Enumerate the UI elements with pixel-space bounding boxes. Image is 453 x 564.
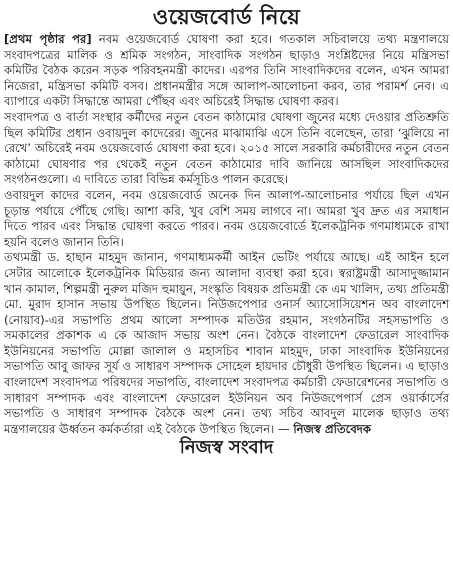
byline: নিজস্ব প্রতিবেদক [293,421,371,436]
article-paragraph [4,32,449,110]
continuation-label: [প্রথম পৃষ্ঠার পর] [4,32,92,46]
article-paragraph [4,250,449,437]
paragraph-text: তথ্যমন্ত্রী ড. হাছান মাহমুদ জানান, গণমাধ্যমকর্মী আইন ভেটিং পর্যায়ে আছে। এই আইন হলে সেটার আলোকে ইলেকট্রনিক মিডিয়ার জন্য আলাদা ব্যবস্থা করা হবে। স্বরাষ্ট্রমন্ত্রী আসাদুজ্জামান খান কামাল, শিল্পমন্ত্রী নুরুল মজিদ হুমায়ুন, সংস্কৃতি বিষয়ক প্রতিমন্ত্রী কে এম খালিদ, তথ্য প্রতিমন্ত্রী মো. মুরাদ হাসান সভায় উপস্থিত ছিলেন। নিউজপেপার ওনার্স অ্যাসোসিয়েশন অব বাংলাদেশ (নোয়াব)-এর সভাপতি প্রথম আলো সম্পাদক মতিউর রহমান, সংগঠনটির সহসভাপতি ও সমকালের প্রকাশক এ কে আজাদ সভায় অংশ নেন। বৈঠকে বাংলাদেশ ফেডারেল সাংবাদিক ইউনিয়নের সভাপতি মোল্লা জালাল ও মহাসচিব শাবান মাহমুদ, ঢাকা সাংবাদিক ইউনিয়নের সভাপতি আবু জাফর সূর্য ও সাধারণ সম্পাদক সোহেল হায়দার চৌধুরী উপস্থিত ছিলেন। এ ছাড়াও বাংলাদেশ সংবাদপত্র পরিষদের সভাপতি, বাংলাদেশ সংবাদপত্র কর্মচারী ফেডারেশনের সভাপতি ও সাধারণ সম্পাদক এবং বাংলাদেশ ফেডারেল ইউনিয়ন অব নিউজপেপার্স প্রেস ওয়ার্কার্সের সভাপতি ও সাধারণ সম্পাদক বৈঠকে অংশ নেন। তথ্য সচিব আবদুল মালেক ছাড়াও তথ্য মন্ত্রণালয়ের ঊর্ধ্বতন কর্মকর্তারা এই বৈঠকে উপস্থিত ছিলেন। [4,250,449,436]
paragraph-text: নবম ওয়েজবোর্ড ঘোষণা করা হবে। গতকাল সচিবালয়ে তথ্য মন্ত্রণালয়ে সংবাদপত্রের মালিক ও শ্রমিক সংগঠন, সাংবাদিক সংগঠন ছাড়াও সংশ্লিষ্টদের নিয়ে মন্ত্রিসভা কমিটির বৈঠক করেন সড়ক পরিবহনমন্ত্রী কাদের। এরপর তিনি সাংবাদিকদের বলেন, এখন আমরা নিজেরা, মন্ত্রিসভা কমিটি বসব। প্রধানমন্ত্রীর সঙ্গে আলাপ-আলোচনা করব, তার পরামর্শ নেব। এ ব্যাপারে একটা সিদ্ধান্তে আমরা পৌঁছব এবং অচিরেই সিদ্ধান্ত ঘোষণা করব। [4,32,449,109]
paragraph-text: সংবাদপত্র ও বার্তা সংস্থার কর্মীদের নতুন বেতন কাঠামোর ঘোষণা জুনের মধ্যে দেওয়ার প্রতিশ্রুতি ছিল কমিটির প্রধান ওবায়দুল কাদেরের। জুনের মাঝামাঝি এসে তিনি বলেছেন, তারা ‘ঝুলিয়ে না রেখে’ অচিরেই নবম ওয়েজবোর্ড ঘোষণা করা হবে। ২০১৫ সালে সরকারি কর্মচারীদের নতুন বেতন কাঠামো ঘোষণার পর থেকেই নতুন বেতন কাঠামোর দাবি জানিয়ে আসছিল সাংবাদিকদের সংগঠনগুলো। এ দাবিতে তারা বিভিন্ন কর্মসূচিও পালন করেছে। [4,109,449,187]
article-paragraph [4,188,449,250]
article-headline: ওয়েজবোর্ড নিয়ে [152,5,301,29]
article-body [4,32,449,437]
byline-separator: — [278,421,290,436]
cut-off-next-headline: নিজস্ব সংবাদ [179,437,274,459]
paragraph-text: ওবায়দুল কাদের বলেন, নবম ওয়েজবোর্ড অনেক দিন আলাপ-আলোচনার পর্যায়ে ছিল এখন চূড়ান্ত পর্যায়ে পৌঁছে গেছি। আশা করি, খুব বেশি সময় লাগবে না। আমরা খুব দ্রুত এর সমাধান দিতে পারব এবং সিদ্ধান্ত ঘোষণা করতে পারব। নবম ওয়েজবোর্ডে ইলেকট্রনিক গণমাধ্যমকে রাখা হয়নি বলেও জানান তিনি। [4,187,449,249]
article-paragraph [4,110,449,188]
